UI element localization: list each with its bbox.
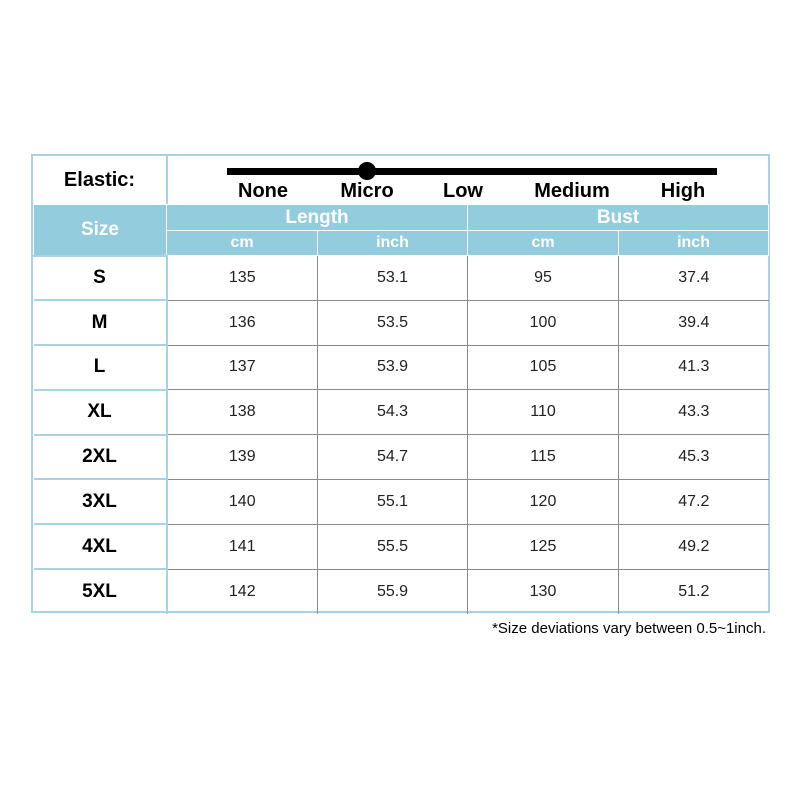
elastic-level-micro: Micro <box>340 180 394 202</box>
length-inch-cell: 55.9 <box>318 569 468 614</box>
length-inch-header: inch <box>318 231 468 256</box>
size-table <box>33 204 769 614</box>
elastic-label: Elastic: <box>63 168 136 191</box>
elastic-level-high: High <box>660 180 706 202</box>
table-row <box>34 345 769 390</box>
size-cell: M <box>34 300 167 345</box>
size-cell: 2XL <box>34 435 167 480</box>
length-cm-cell: 138 <box>167 390 318 435</box>
bust-inch-cell: 39.4 <box>619 300 769 345</box>
bust-cm-cell: 120 <box>468 479 619 524</box>
length-inch-cell: 54.7 <box>318 435 468 480</box>
elastic-divider <box>166 156 168 204</box>
size-cell: XL <box>34 390 167 435</box>
table-row <box>34 479 769 524</box>
bust-inch-header: inch <box>619 231 769 256</box>
elastic-scale-bar <box>227 168 717 175</box>
length-cm-cell: 141 <box>167 524 318 569</box>
length-cm-cell: 140 <box>167 479 318 524</box>
length-cm-cell: 135 <box>167 256 318 301</box>
size-deviation-note: *Size deviations vary between 0.5~1inch. <box>492 620 766 637</box>
length-cm-cell: 137 <box>167 345 318 390</box>
table-row <box>34 390 769 435</box>
elastic-level-low: Low <box>443 180 483 202</box>
size-cell: 3XL <box>34 479 167 524</box>
bust-cm-cell: 105 <box>468 345 619 390</box>
length-cm-cell: 136 <box>167 300 318 345</box>
bust-cm-cell: 125 <box>468 524 619 569</box>
size-cell: 4XL <box>34 524 167 569</box>
bust-inch-cell: 41.3 <box>619 345 769 390</box>
table-row <box>34 256 769 301</box>
bust-cm-cell: 95 <box>468 256 619 301</box>
size-cell: L <box>34 345 167 390</box>
length-cm-cell: 139 <box>167 435 318 480</box>
length-inch-cell: 55.5 <box>318 524 468 569</box>
size-chart <box>31 154 770 613</box>
bust-inch-cell: 43.3 <box>619 390 769 435</box>
bust-cm-cell: 100 <box>468 300 619 345</box>
length-inch-cell: 55.1 <box>318 479 468 524</box>
length-cm-cell: 142 <box>167 569 318 614</box>
length-inch-cell: 53.5 <box>318 300 468 345</box>
bust-cm-cell: 115 <box>468 435 619 480</box>
table-row <box>34 435 769 480</box>
elastic-level-none: None <box>238 180 288 202</box>
elastic-indicator-dot <box>358 162 376 180</box>
bust-inch-cell: 45.3 <box>619 435 769 480</box>
elastic-row <box>33 156 768 204</box>
size-column-header: Size <box>34 205 167 256</box>
length-group-header: Length <box>167 205 468 231</box>
bust-cm-cell: 110 <box>468 390 619 435</box>
length-inch-cell: 53.9 <box>318 345 468 390</box>
length-cm-header: cm <box>167 231 318 256</box>
bust-cm-cell: 130 <box>468 569 619 614</box>
length-inch-cell: 53.1 <box>318 256 468 301</box>
table-row <box>34 569 769 614</box>
table-row <box>34 524 769 569</box>
elastic-level-medium: Medium <box>534 180 610 202</box>
length-inch-cell: 54.3 <box>318 390 468 435</box>
table-row <box>34 300 769 345</box>
bust-inch-cell: 37.4 <box>619 256 769 301</box>
size-cell: S <box>34 256 167 301</box>
size-cell: 5XL <box>34 569 167 614</box>
bust-group-header: Bust <box>468 205 769 231</box>
bust-inch-cell: 51.2 <box>619 569 769 614</box>
bust-inch-cell: 47.2 <box>619 479 769 524</box>
bust-inch-cell: 49.2 <box>619 524 769 569</box>
bust-cm-header: cm <box>468 231 619 256</box>
